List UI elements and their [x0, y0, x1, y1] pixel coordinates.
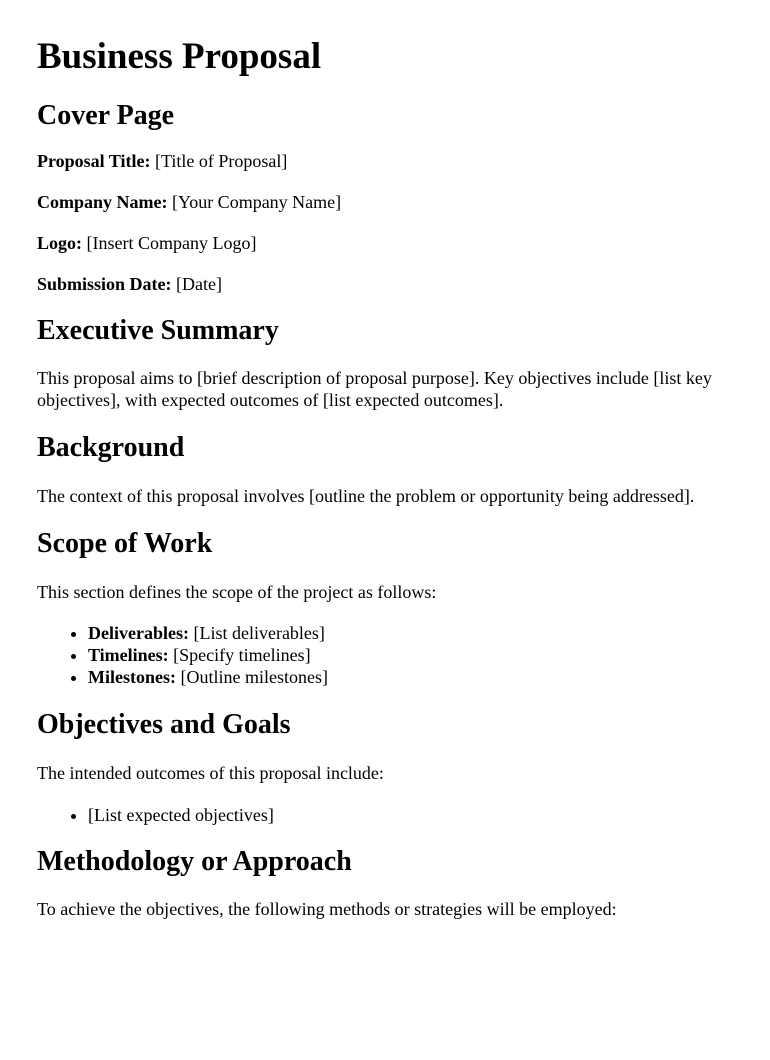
methodology-heading: Methodology or Approach [37, 846, 352, 877]
methodology-text: To achieve the objectives, the following methods or strategies will be employed: [37, 899, 617, 919]
cover-page-heading: Cover Page [37, 100, 175, 131]
item-value: [Outline milestones] [175, 667, 328, 687]
field-label: Proposal Title: [37, 151, 151, 171]
document-page [0, 36, 770, 920]
field-label: Logo: [37, 233, 82, 253]
item-label: Milestones: [88, 667, 176, 687]
objectives-text: The intended outcomes of this proposal include: [37, 763, 384, 783]
scope-of-work-text: This section defines the scope of the project as follows: [37, 582, 437, 602]
document-title: Business Proposal [37, 36, 322, 77]
item-value: [List deliverables] [188, 623, 325, 643]
objectives-heading: Objectives and Goals [37, 709, 291, 740]
logo-field [37, 232, 734, 254]
field-value: [Date] [171, 274, 222, 294]
list-item: • [List expected objectives] [88, 804, 734, 826]
field-value: [Insert Company Logo] [82, 233, 257, 253]
scope-of-work-heading: Scope of Work [37, 528, 213, 559]
item-label: Deliverables: [88, 623, 189, 643]
background-text: The context of this proposal involves [outline the problem or opportunity being addressed]. [37, 486, 695, 506]
list-item [88, 666, 734, 688]
field-label: Company Name: [37, 192, 168, 212]
item-label: Timelines: [88, 645, 169, 665]
executive-summary-heading: Executive Summary [37, 315, 279, 346]
item-value: [Specify timelines] [168, 645, 311, 665]
proposal-title-field [37, 150, 734, 172]
field-value: [Title of Proposal] [150, 151, 288, 171]
field-value: [Your Company Name] [167, 192, 342, 212]
company-name-field [37, 191, 734, 213]
list-item [88, 644, 734, 666]
field-label: Submission Date: [37, 274, 172, 294]
background-heading: Background [37, 432, 185, 463]
objectives-list [37, 804, 734, 826]
list-item [88, 622, 734, 644]
executive-summary-text: This proposal aims to [brief description of proposal purpose]. Key objectives include [list key objectives], with expected outcomes of [list expected outcomes]. [37, 368, 712, 410]
submission-date-field [37, 273, 734, 295]
scope-list [37, 622, 734, 688]
